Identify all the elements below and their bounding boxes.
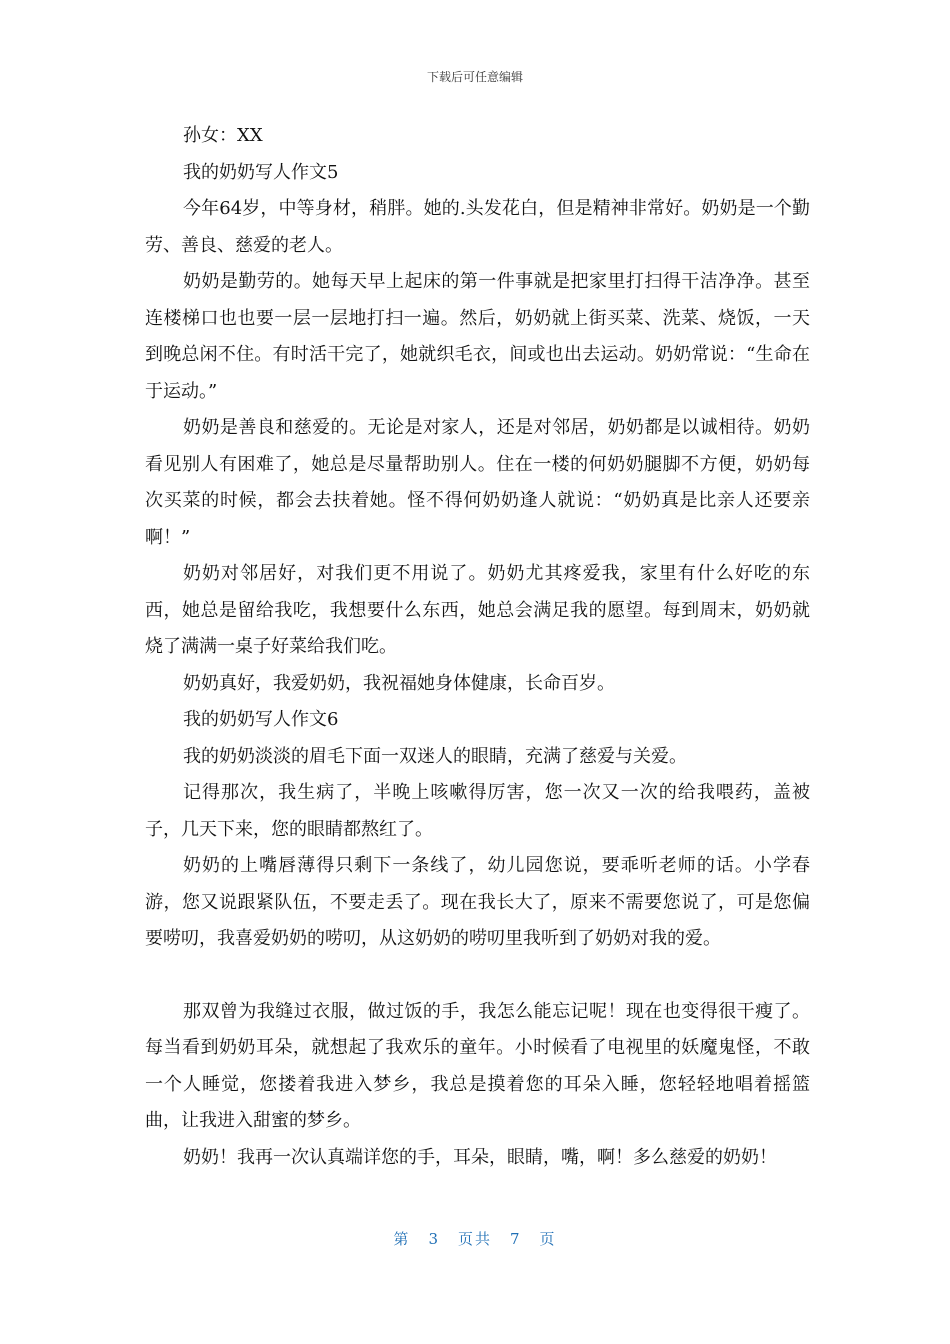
paragraph: 今年64岁，中等身材，稍胖。她的.头发花白，但是精神非常好。奶奶是一个勤劳、善良、慈爱的老人。 bbox=[145, 198, 810, 256]
paragraph: 那双曾为我缝过衣服，做过饭的手，我怎么能忘记呢！现在也变得很干瘦了。每当看到奶奶耳朵，就想起了我欢乐的童年。小时候看了电视里的妖魔鬼怪，不敢一个人睡觉，您搂着我进入梦乡，我总是摸着您的耳朵入睡，您轻轻地唱着摇篮曲，让我进入甜蜜的梦乡。 bbox=[145, 1000, 810, 1131]
page-footer bbox=[0, 1228, 950, 1249]
page-header: 下载后可任意编辑 bbox=[426, 70, 523, 84]
current-page-number: 3 bbox=[428, 1230, 440, 1248]
page-label-middle: 页共 bbox=[457, 1230, 492, 1248]
document-body bbox=[145, 118, 810, 1176]
paragraph: 我的奶奶淡淡的眉毛下面一双迷人的眼睛，充满了慈爱与关爱。 bbox=[183, 745, 687, 767]
paragraph: 奶奶！我再一次认真端详您的手，耳朵，眼睛，嘴，啊！多么慈爱的奶奶！ bbox=[183, 1146, 777, 1168]
page-label-prefix: 第 bbox=[393, 1230, 411, 1248]
signature-line: 孙女：XX bbox=[183, 125, 263, 146]
page-label-suffix: 页 bbox=[539, 1230, 557, 1248]
essay-title-5: 我的奶奶写人作文5 bbox=[183, 161, 339, 183]
paragraph: 奶奶真好，我爱奶奶，我祝福她身体健康，长命百岁。 bbox=[183, 672, 615, 694]
paragraph: 奶奶的上嘴唇薄得只剩下一条线了，幼儿园您说，要乖听老师的话。小学春游，您又说跟紧队伍，不要走丢了。现在我长大了，原来不需要您说了，可是您偏要唠叨，我喜爱奶奶的唠叨，从这奶奶的唠叨里我听到了奶奶对我的爱。 bbox=[145, 855, 810, 949]
paragraph-gap bbox=[145, 958, 810, 994]
total-page-count: 7 bbox=[510, 1230, 522, 1248]
paragraph: 记得那次，我生病了，半晚上咳嗽得厉害，您一次又一次的给我喂药，盖被子，几天下来，您的眼睛都熬红了。 bbox=[145, 782, 810, 840]
paragraph: 奶奶是勤劳的。她每天早上起床的第一件事就是把家里打扫得干洁净净。甚至连楼梯口也也要一层一层地打扫一遍。然后，奶奶就上街买菜、洗菜、烧饭，一天到晚总闲不住。有时活干完了，她就织毛衣，间或也出去运动。奶奶常说：“生命在于运动。” bbox=[145, 271, 810, 402]
essay-title-6: 我的奶奶写人作文6 bbox=[183, 709, 339, 730]
paragraph: 奶奶对邻居好，对我们更不用说了。奶奶尤其疼爱我，家里有什么好吃的东西，她总是留给我吃，我想要什么东西，她总会满足我的愿望。每到周末，奶奶就烧了满满一桌子好菜给我们吃。 bbox=[145, 563, 810, 657]
paragraph: 奶奶是善良和慈爱的。无论是对家人，还是对邻居，奶奶都是以诚相待。奶奶看见别人有困难了，她总是尽量帮助别人。住在一楼的何奶奶腿脚不方便，奶奶每次买菜的时候，都会去扶着她。怪不得何奶奶逢人就说：“奶奶真是比亲人还要亲啊！” bbox=[145, 417, 810, 548]
